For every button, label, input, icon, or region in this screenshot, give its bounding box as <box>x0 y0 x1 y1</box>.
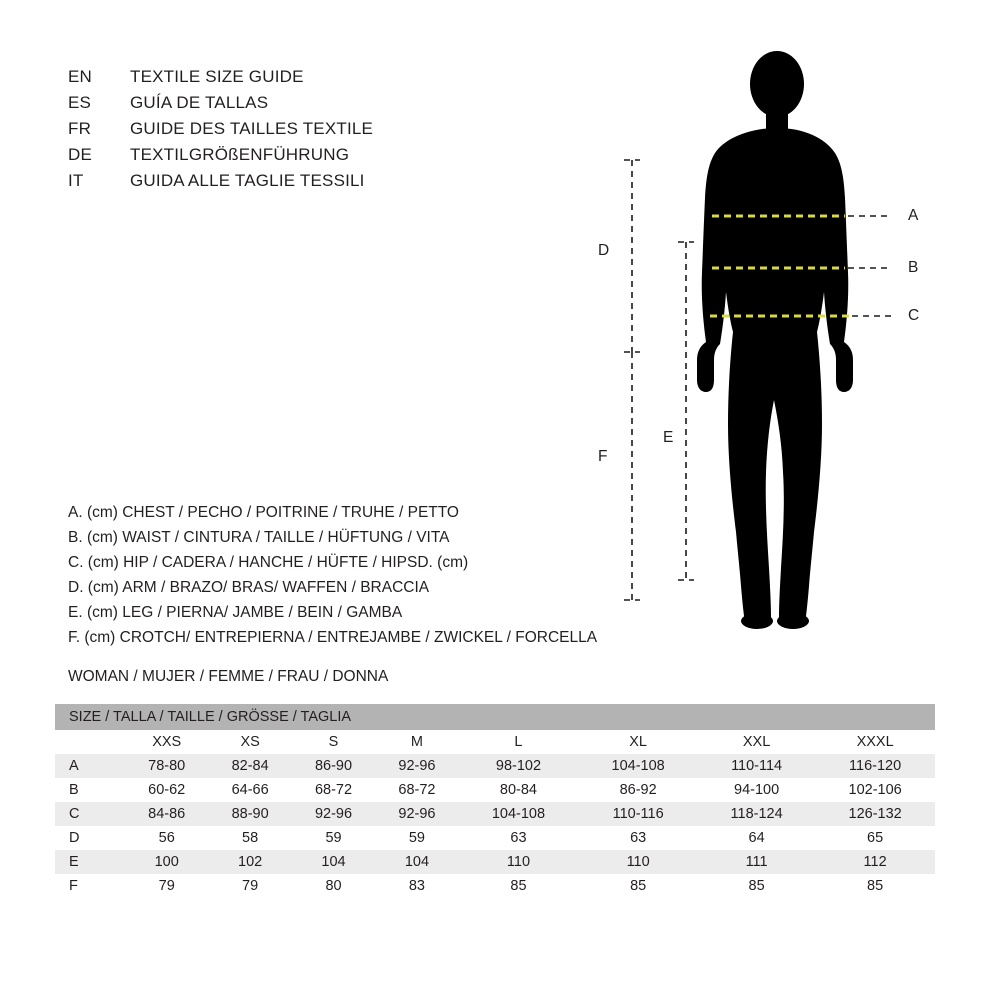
marker-label-e: E <box>663 429 674 446</box>
row-label: E <box>55 850 125 874</box>
table-cell: 58 <box>242 830 259 846</box>
table-cell: 63 <box>510 830 527 846</box>
table-cell: 98-102 <box>459 754 579 778</box>
table-cell: 59 <box>325 830 342 846</box>
bracket-d <box>624 160 640 352</box>
table-cell: 116-120 <box>815 754 935 778</box>
table-cell: 110 <box>578 850 698 874</box>
table-cell: 85 <box>510 878 527 894</box>
audience-label: WOMAN / MUJER / FEMME / FRAU / DONNA <box>68 668 389 685</box>
leader-lines <box>848 216 892 316</box>
table-cell: 92-96 <box>292 802 375 826</box>
marker-label-b: B <box>908 259 919 276</box>
table-cell: 111 <box>698 850 815 874</box>
table-cell: 85 <box>867 878 884 894</box>
marker-label-c: C <box>908 307 920 324</box>
column-header: L <box>514 734 523 750</box>
table-cell: 60-62 <box>148 782 186 798</box>
table-cell: 56 <box>158 830 175 846</box>
title-row <box>68 142 488 168</box>
table-cell: 104-108 <box>459 802 579 826</box>
table-cell: 126-132 <box>815 802 935 826</box>
table-cell: 118-124 <box>698 802 815 826</box>
title-row <box>68 90 488 116</box>
table-header-row <box>55 704 935 730</box>
title-text: TEXTILGRÖßENFÜHRUNG <box>130 145 350 164</box>
table-cell: 59 <box>408 830 425 846</box>
table-cell: 79 <box>242 878 259 894</box>
table-row <box>55 754 935 778</box>
table-cell: 100 <box>125 850 208 874</box>
column-header: M <box>410 734 423 750</box>
marker-label-f: F <box>598 448 608 465</box>
table-cell: 78-80 <box>125 754 208 778</box>
column-header: XXXL <box>856 734 894 750</box>
title-lang-code: DE <box>68 145 93 164</box>
table-row <box>55 826 935 850</box>
table-cell: 85 <box>630 878 647 894</box>
table-cell: 86-90 <box>292 754 375 778</box>
legend-line-c: C. (cm) HIP / CADERA / HANCHE / HÜFTE / HIPSD. (cm) <box>68 554 469 571</box>
table-cell: 64 <box>748 830 765 846</box>
row-label: C <box>55 802 125 826</box>
measurement-legend <box>68 500 628 650</box>
title-text: GUIDA ALLE TAGLIE TESSILI <box>130 171 365 190</box>
table-cell: 79 <box>158 878 175 894</box>
woman-silhouette-icon <box>697 51 853 629</box>
title-text: TEXTILE SIZE GUIDE <box>130 67 304 86</box>
table-cell: 102-106 <box>848 782 902 798</box>
table-cell: 110 <box>459 850 579 874</box>
table-cell: 92-96 <box>375 754 458 778</box>
legend-line-f: F. (cm) CROTCH/ ENTREPIERNA / ENTREJAMBE / ZWICKEL / FORCELLA <box>68 629 598 646</box>
table-cell: 112 <box>815 850 935 874</box>
title-row <box>68 64 488 90</box>
row-label: F <box>69 878 78 894</box>
title-row <box>68 116 488 142</box>
size-table <box>55 704 935 898</box>
table-cell: 104 <box>375 850 458 874</box>
table-header-label: SIZE / TALLA / TAILLE / GRÖSSE / TAGLIA <box>69 709 352 725</box>
figure-area <box>560 20 980 660</box>
table-cell: 104 <box>292 850 375 874</box>
table-row <box>55 874 935 898</box>
table-cell: 92-96 <box>375 802 458 826</box>
table-cell: 64-66 <box>231 782 269 798</box>
column-header: S <box>328 734 339 750</box>
title-text: GUÍA DE TALLAS <box>130 93 269 112</box>
column-header: XS <box>240 734 260 750</box>
row-label: D <box>69 830 80 846</box>
bracket-e <box>678 242 694 580</box>
table-cell: 83 <box>408 878 425 894</box>
table-corner-cell <box>55 730 125 754</box>
title-lang-code: EN <box>68 67 93 86</box>
title-lang-code: FR <box>68 119 92 138</box>
table-cell: 80-84 <box>499 782 537 798</box>
row-label: B <box>69 782 79 798</box>
table-cell: 84-86 <box>125 802 208 826</box>
title-text: GUIDE DES TAILLES TEXTILE <box>130 119 374 138</box>
table-cell: 82-84 <box>208 754 291 778</box>
table-cell: 68-72 <box>314 782 353 798</box>
title-lang-code: ES <box>68 93 92 112</box>
table-cell: 94-100 <box>734 782 780 798</box>
marker-label-d: D <box>598 242 610 259</box>
row-label: A <box>55 754 125 778</box>
table-cell: 110-114 <box>698 754 815 778</box>
marker-label-a: A <box>908 207 919 224</box>
table-column-row <box>55 730 935 754</box>
table-cell: 68-72 <box>398 782 436 798</box>
title-row <box>68 168 488 194</box>
legend-line-e: E. (cm) LEG / PIERNA/ JAMBE / BEIN / GAMBA <box>68 604 403 621</box>
table-row <box>55 850 935 874</box>
column-header: XL <box>629 734 647 750</box>
column-header: XXS <box>152 734 182 750</box>
bracket-f <box>624 352 640 600</box>
table-row <box>55 802 935 826</box>
table-cell: 63 <box>630 830 647 846</box>
table-cell: 88-90 <box>208 802 291 826</box>
table-cell: 65 <box>867 830 884 846</box>
legend-line-a: A. (cm) CHEST / PECHO / POITRINE / TRUHE / PETTO <box>68 504 459 521</box>
column-header: XXL <box>742 734 771 750</box>
table-cell: 102 <box>208 850 291 874</box>
title-block <box>68 64 488 194</box>
body-silhouette-diagram <box>560 20 980 660</box>
table-cell: 104-108 <box>578 754 698 778</box>
legend-line-b: B. (cm) WAIST / CINTURA / TAILLE / HÜFTUNG / VITA <box>68 529 450 546</box>
table-cell: 110-116 <box>578 802 698 826</box>
table-cell: 80 <box>325 878 342 894</box>
legend-line-d: D. (cm) ARM / BRAZO/ BRAS/ WAFFEN / BRACCIA <box>68 579 430 596</box>
table-cell: 85 <box>748 878 765 894</box>
table-cell: 86-92 <box>619 782 657 798</box>
table-row <box>55 778 935 802</box>
title-lang-code: IT <box>68 171 84 190</box>
